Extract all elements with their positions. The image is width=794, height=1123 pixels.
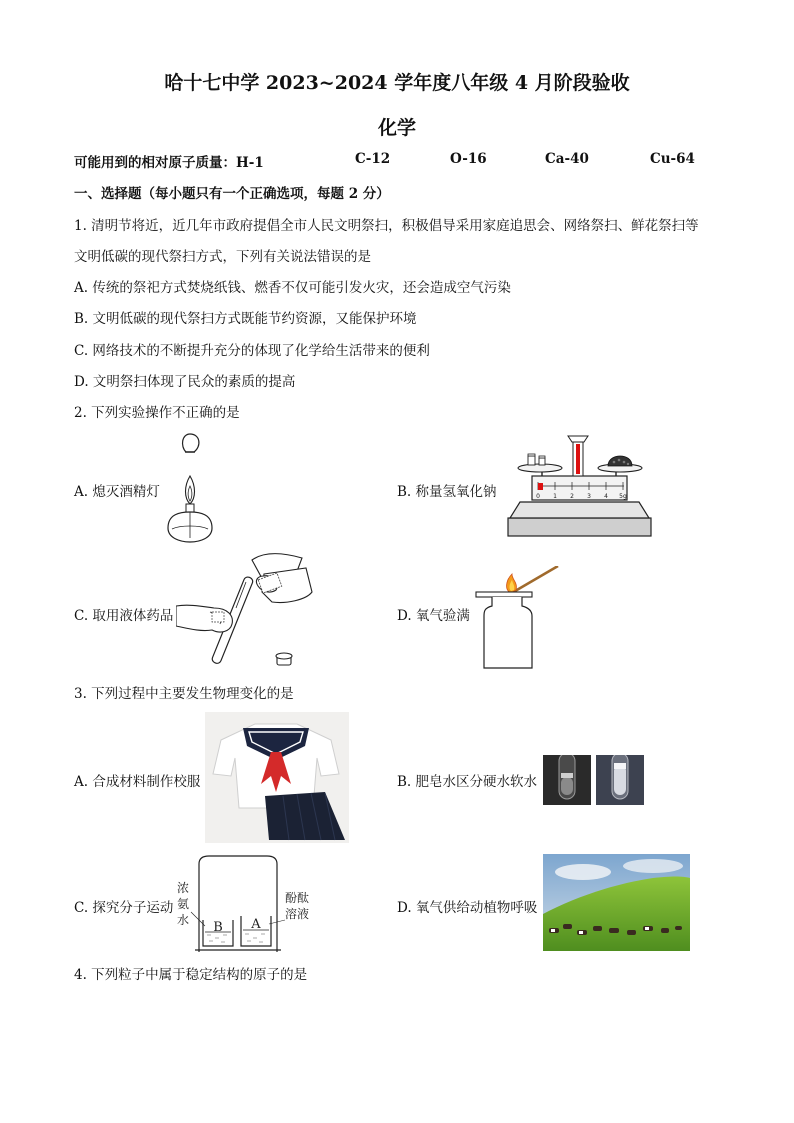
atomic-mass-label: 可能用到的相对原子质量：H-1 <box>74 155 264 171</box>
molecule-motion-figure <box>175 852 335 956</box>
balance-figure <box>502 432 657 544</box>
q2-option-c: C. 取用液体药品 <box>74 608 174 624</box>
q3-option-c: C. 探究分子运动 <box>74 900 174 916</box>
scale-tick-1: 1 <box>553 493 557 500</box>
exam-title: 哈十七中学 2023~2024 学年度八年级 4 月阶段验收 <box>164 72 630 94</box>
bell-jar <box>199 856 277 952</box>
subject-title: 化学 <box>377 117 416 139</box>
ammonia-label-2: 氨 <box>176 897 190 911</box>
hard-water-tube-photo <box>543 755 591 805</box>
wooden-splint <box>510 566 558 594</box>
ammonia-label-1: 浓 <box>176 881 190 895</box>
q1-option-d: D. 文明祭扫体现了民众的素质的提高 <box>74 374 296 390</box>
q1-option-b: B. 文明低碳的现代祭扫方式既能节约资源，又能保护环境 <box>74 311 417 327</box>
glass-plate <box>476 592 532 597</box>
gas-bottle <box>484 597 532 668</box>
ammonia-label-3: 水 <box>176 913 190 927</box>
scale-tick-2: 2 <box>570 493 574 500</box>
q3-option-a: A. 合成材料制作校服 <box>74 774 201 790</box>
beaker-b-label: B <box>213 920 223 935</box>
phenolphthalein-label-2: 溶液 <box>284 907 310 921</box>
bottle-stopper <box>276 653 292 665</box>
phenolphthalein-label-1: 酚酞 <box>284 891 310 905</box>
scale-tick-4: 4 <box>604 493 608 500</box>
soft-water-tube-photo <box>596 755 644 805</box>
q4-stem: 4. 下列粒子中属于稳定结构的原子的是 <box>74 967 308 983</box>
scale-tick-5: 5g <box>619 493 627 500</box>
q3-option-d: D. 氧气供给动植物呼吸 <box>397 900 538 916</box>
alcohol-lamp-figure <box>160 428 222 546</box>
q1-stem-line1: 1. 清明节将近，近几年市政府提倡全市人民文明祭扫，积极倡导采用家庭追思会、网络祭扫、鲜花祭扫等 <box>74 218 699 234</box>
q2-option-a: A. 熄灭酒精灯 <box>74 484 160 500</box>
beaker-a <box>241 916 271 946</box>
atomic-mass-c: C-12 <box>355 151 391 167</box>
beaker-a-label: A <box>251 917 261 932</box>
atomic-mass-cu: Cu-64 <box>650 151 695 167</box>
grassland-cows-photo <box>543 854 690 951</box>
scale-tick-0: 0 <box>536 493 540 500</box>
section-heading: 一、选择题（每小题只有一个正确选项，每题 2 分） <box>74 186 390 202</box>
atomic-mass-ca: Ca-40 <box>545 151 589 167</box>
pour-liquid-figure <box>176 552 316 672</box>
pointer <box>576 444 580 474</box>
scale-tick-3: 3 <box>587 493 591 500</box>
q2-stem: 2. 下列实验操作不正确的是 <box>74 405 240 421</box>
oxygen-test-figure <box>474 566 568 674</box>
beaker-b <box>203 920 233 946</box>
atomic-mass-row <box>74 151 774 171</box>
atomic-mass-o: O-16 <box>450 151 487 167</box>
rider-marker <box>538 483 543 490</box>
q2-option-b: B. 称量氢氧化钠 <box>397 484 497 500</box>
q3-stem: 3. 下列过程中主要发生物理变化的是 <box>74 686 294 702</box>
q1-stem-line2: 文明低碳的现代祭扫方式，下列有关说法错误的是 <box>74 249 371 265</box>
q3-option-b: B. 肥皂水区分硬水软水 <box>397 774 538 790</box>
q2-option-d: D. 氧气验满 <box>397 608 470 624</box>
q1-option-a: A. 传统的祭祀方式焚烧纸钱、燃香不仅可能引发火灾，还会造成空气污染 <box>74 280 511 296</box>
q1-option-c: C. 网络技术的不断提升充分的体现了化学给生活带来的便利 <box>74 343 430 359</box>
school-uniform-photo <box>205 712 349 843</box>
